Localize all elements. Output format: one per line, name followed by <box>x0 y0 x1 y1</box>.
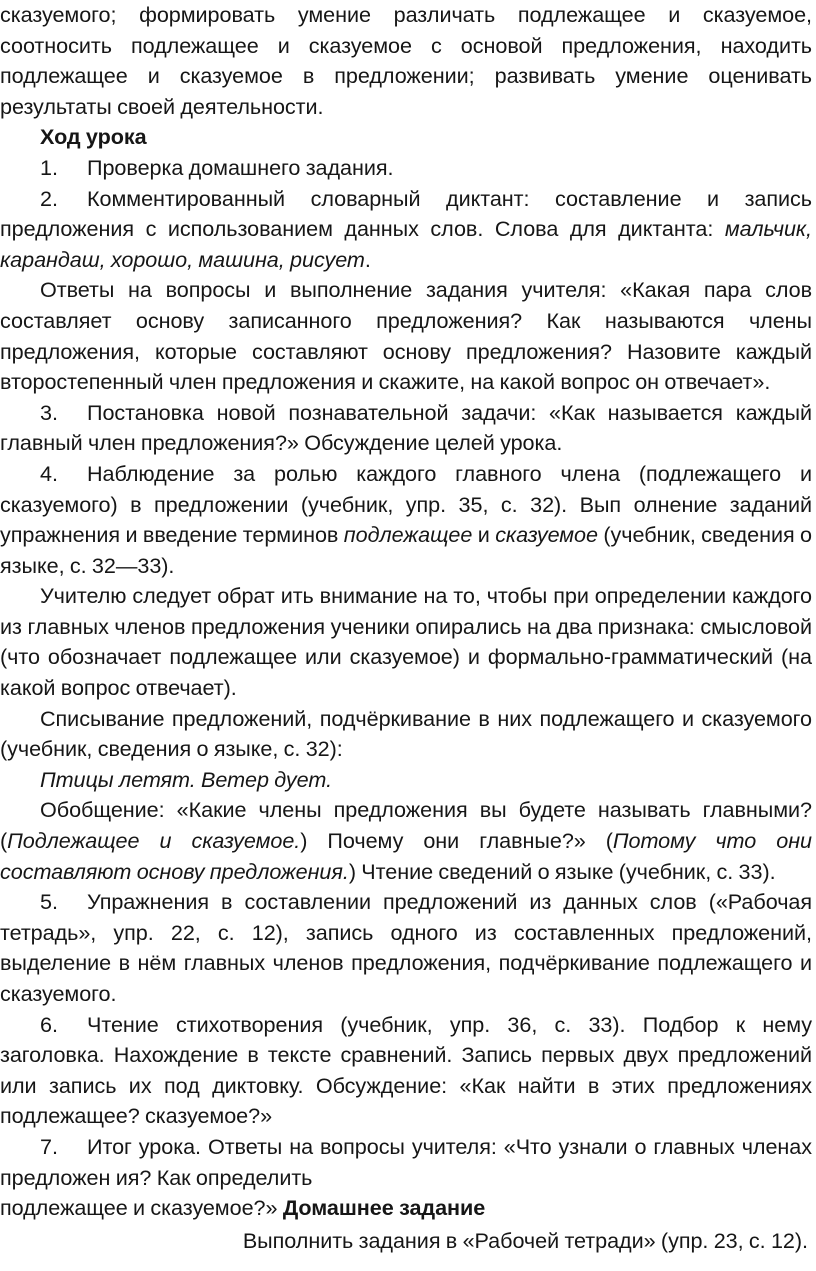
step-7-continuation <box>0 1193 812 1224</box>
answers-paragraph: Ответы на вопросы и выполнение задания учителя: «Какая пара слов составляет основу записанного предложения? Как называются члены предложения, которые составляют основу предложения? Назовите каждый второстепенный член предложения и скажите, на какой вопрос он отвечает». <box>0 277 812 395</box>
homework-text: Выполнить задания в «Рабочей тетради» (упр. 23, с. 12). <box>242 1228 808 1254</box>
step-number: 1. <box>40 154 58 180</box>
step-number: 6. <box>40 1011 58 1037</box>
step-text: подлежащее и сказуемое?» <box>0 1195 278 1221</box>
step-text: Наблюдение за ролью каждого главного члена (подлежащего и сказуемого) в предложении (учебник, упр. 35, с. 32). Вып олнение заданий упражнения и введение терминов <box>0 460 812 548</box>
step-text: Упражнения в составлении предложений из данных слов («Рабочая тетрадь», упр. 22, с. 12), запись одного из составленных предложений, выделение в нём главных членов предложения, подчёркивание подлежащего и сказуемого. <box>0 889 812 1006</box>
step-3 <box>0 398 812 459</box>
step-7 <box>0 1132 812 1193</box>
term-subject: подлежащее <box>343 522 473 548</box>
summary-answer-2: Потому что они составляют основу предложения. <box>0 828 812 884</box>
term-predicate: сказуемое <box>495 522 598 548</box>
homework-label: Домашнее задание <box>282 1195 486 1221</box>
summary-answer-1: Подлежащее и сказуемое. <box>7 828 301 854</box>
step-2 <box>0 184 812 276</box>
step-text: Чтение стихотворения (учебник, упр. 36, с. 33). Подбор к нему заголовка. Нахождение в тексте сравнений. Запись первых двух предложений или запись их под диктовку. Обсуждение: «Как найти в этих предложениях подлежащее? сказуемое?» <box>0 1011 812 1129</box>
step-number: 4. <box>40 460 58 486</box>
step-number: 2. <box>40 185 58 211</box>
step-6 <box>0 1010 812 1132</box>
summary-text-2: ) Почему они главные?» ( <box>300 828 613 854</box>
step-text: Комментированный словарный диктант: составление и запись предложения с использованием данных слов. Слова для диктанта: <box>0 185 812 242</box>
conjunction: и <box>477 522 490 548</box>
step-number: 7. <box>40 1133 58 1159</box>
step-number: 5. <box>40 889 58 915</box>
step-text: Проверка домашнего задания. <box>87 154 394 180</box>
step-5 <box>0 887 812 1009</box>
summary-paragraph <box>0 795 812 887</box>
objectives-paragraph: сказуемого; формировать умение различать подлежащее и сказуемое, соотносить подлежащее и сказуемое с основой предложения, находить подлежащее и сказуемое в предложении; развивать умение оценивать результаты своей деятельности. <box>0 2 812 119</box>
step-4 <box>0 459 812 581</box>
step-end: . <box>364 246 371 272</box>
copying-paragraph: Списывание предложений, подчёркивание в них подлежащего и сказуемого (учебник, сведения о языке, с. 32): <box>0 705 812 762</box>
dictation-words: мальчик, карандаш, хорошо, машина, рисует <box>0 216 813 272</box>
step-end: (учебник, сведения о языке, с. 32—33). <box>0 522 813 578</box>
teacher-note: Учителю следует обрат ить внимание на то, чтобы при определении каждого из главных членов предложения ученики опирались на два признака: смысловой (что обозначает подлежащее или сказуемое) и формально-грамматический (на какой вопрос отвечает). <box>0 583 812 701</box>
example-sentences: Птицы летят. Ветер дует. <box>40 766 333 792</box>
step-text: Итог урока. Ответы на вопросы учителя: «Что узнали о главных членах предложен ия? Как определить <box>0 1133 812 1190</box>
summary-text-3: ) Чтение сведений о языке (учебник, с. 33). <box>348 858 776 884</box>
step-number: 3. <box>40 399 58 425</box>
summary-text-1: Обобщение: «Какие члены предложения вы будете называть главными? ( <box>0 797 812 854</box>
step-text: Постановка новой познавательной задачи: «Как называется каждый главный член предложения?» Обсуждение целей урока. <box>0 399 812 456</box>
step-1 <box>0 153 812 184</box>
lesson-heading: Ход урока <box>40 124 147 150</box>
